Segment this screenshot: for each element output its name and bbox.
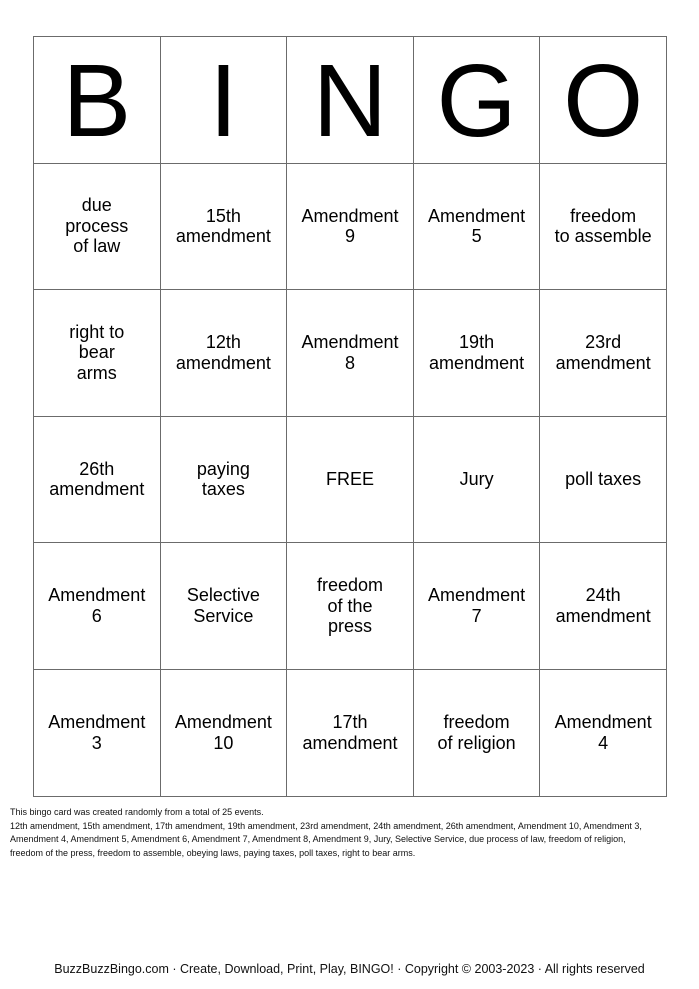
cell-label-line: Amendment (554, 712, 652, 733)
cell-label-line: freedom (570, 205, 637, 226)
cell-label (555, 206, 652, 247)
cell-label-line: of the (327, 595, 373, 616)
cell-label-line: 26th (79, 458, 115, 479)
cell-label (460, 469, 494, 490)
cell-label-line: Amendment (428, 205, 526, 226)
cell-label (69, 322, 124, 384)
cell-label (438, 712, 516, 753)
cell-label-line: of religion (437, 732, 516, 753)
cell-label-line: Amendment (301, 205, 399, 226)
cell-label-line: Amendment (48, 585, 146, 606)
cell-label (65, 195, 128, 257)
bingo-cell[interactable] (413, 163, 540, 290)
cell-label-line: bear (78, 342, 115, 363)
card-row (34, 163, 667, 290)
footer-copyright: BuzzBuzzBingo.com · Create, Download, Print, Play, BINGO! · Copyright © 2003-2023 · All rights reserved (54, 962, 645, 976)
cell-label-line: 7 (471, 605, 482, 626)
bingo-cell[interactable] (540, 669, 667, 796)
cell-label (302, 712, 397, 753)
card-notes (10, 806, 690, 860)
bingo-cell[interactable] (160, 669, 287, 796)
card-row (34, 669, 667, 796)
cell-label-line: 4 (598, 732, 609, 753)
cell-label-line: amendment (555, 605, 651, 626)
bingo-cell[interactable] (287, 163, 414, 290)
cell-label (187, 585, 260, 626)
cell-label-line: Amendment (428, 585, 526, 606)
bingo-cell[interactable] (34, 163, 161, 290)
cell-label (175, 712, 272, 753)
bingo-cell[interactable] (287, 543, 414, 670)
bingo-cell[interactable] (160, 543, 287, 670)
cell-label-line: taxes (201, 479, 245, 500)
cell-label-line: Amendment (48, 712, 146, 733)
cell-label (176, 206, 271, 247)
cell-label (48, 712, 145, 753)
cell-label (429, 332, 524, 373)
header-letter-o: O (540, 37, 667, 164)
header-letter-g: G (413, 37, 540, 164)
bingo-cell[interactable] (540, 416, 667, 543)
cell-label-line: paying (196, 458, 250, 479)
cell-label-line: 19th (459, 332, 495, 353)
notes-event-list-line: freedom of the press, freedom to assemble, obeying laws, paying taxes, poll taxes, right to bear arms. (10, 847, 416, 858)
cell-label-line: 17th (332, 712, 368, 733)
cell-label (48, 585, 145, 626)
header-row (34, 37, 667, 164)
cell-label-line: 5 (471, 226, 482, 247)
cell-label-line: Selective (186, 585, 260, 606)
cell-label-line: 23rd (585, 332, 622, 353)
cell-label-line: FREE (325, 469, 374, 490)
bingo-cell[interactable] (34, 290, 161, 417)
cell-label-line: right to (69, 321, 125, 342)
cell-label-line: 6 (91, 605, 102, 626)
bingo-cell[interactable] (34, 543, 161, 670)
cell-label-line: Amendment (174, 712, 272, 733)
bingo-cell[interactable] (160, 163, 287, 290)
cell-label-line: freedom (443, 712, 510, 733)
cell-label-line: amendment (175, 226, 271, 247)
cell-label-line: to assemble (554, 226, 652, 247)
notes-intro: This bingo card was created randomly from a total of 25 events. (10, 807, 264, 817)
bingo-cell[interactable] (540, 163, 667, 290)
notes-event-list-line: 12th amendment, 15th amendment, 17th amendment, 19th amendment, 23rd amendment, 24th amendment, 26th amendment, Amendment 10, Amendment 3, (10, 820, 642, 831)
cell-label-line: press (327, 616, 372, 637)
cell-label-line: Service (193, 605, 254, 626)
cell-label-line: 12th (205, 332, 241, 353)
cell-label-line: freedom (316, 575, 383, 596)
cell-label-line: 24th (585, 585, 621, 606)
cell-label (326, 469, 374, 490)
cell-label (197, 459, 250, 500)
header-letter-n: N (287, 37, 414, 164)
bingo-cell[interactable] (287, 669, 414, 796)
cell-label-line: amendment (49, 479, 145, 500)
cell-label-line: Jury (459, 469, 494, 490)
card-row (34, 416, 667, 543)
bingo-cell[interactable] (540, 290, 667, 417)
cell-label (176, 332, 271, 373)
cell-label (301, 332, 398, 373)
bingo-cell[interactable] (413, 290, 540, 417)
header-letter-b: B (34, 37, 161, 164)
cell-label (428, 206, 525, 247)
bingo-cell[interactable] (413, 669, 540, 796)
bingo-cell[interactable] (287, 290, 414, 417)
bingo-cell[interactable] (540, 543, 667, 670)
bingo-cell[interactable] (160, 290, 287, 417)
bingo-cell[interactable] (287, 416, 414, 543)
cell-label (556, 332, 651, 373)
cell-label (317, 575, 383, 637)
cell-label-line: 9 (344, 226, 355, 247)
cell-label (556, 585, 651, 626)
card-grid (34, 163, 667, 796)
card-row (34, 543, 667, 670)
bingo-cell[interactable] (413, 543, 540, 670)
bingo-cell[interactable] (160, 416, 287, 543)
cell-label-line: due (81, 195, 112, 216)
cell-label-line: amendment (555, 352, 651, 373)
cell-label-line: amendment (175, 352, 271, 373)
cell-label (565, 469, 641, 490)
bingo-card (33, 36, 667, 797)
cell-label-line: process (65, 215, 129, 236)
bingo-cell[interactable] (413, 416, 540, 543)
notes-event-list-line: Amendment 4, Amendment 5, Amendment 6, Amendment 7, Amendment 8, Amendment 9, Jury, Selective Service, due process of law, freedom of religion, (10, 834, 626, 844)
cell-label-line: 3 (91, 732, 102, 753)
cell-label-line: amendment (429, 352, 525, 373)
card-row (34, 290, 667, 417)
cell-label-line: of law (73, 236, 121, 257)
cell-label-line: arms (76, 362, 117, 383)
bingo-cell[interactable] (34, 416, 161, 543)
cell-label (555, 712, 652, 753)
cell-label (301, 206, 398, 247)
cell-label-line: 15th (205, 205, 241, 226)
bingo-cell[interactable] (34, 669, 161, 796)
cell-label-line: poll taxes (565, 469, 642, 490)
cell-label-line: 8 (344, 352, 355, 373)
cell-label (428, 585, 525, 626)
header-letter-i: I (160, 37, 287, 164)
cell-label (49, 459, 144, 500)
cell-label-line: Amendment (301, 332, 399, 353)
cell-label-line: 10 (213, 732, 234, 753)
cell-label-line: amendment (302, 732, 398, 753)
